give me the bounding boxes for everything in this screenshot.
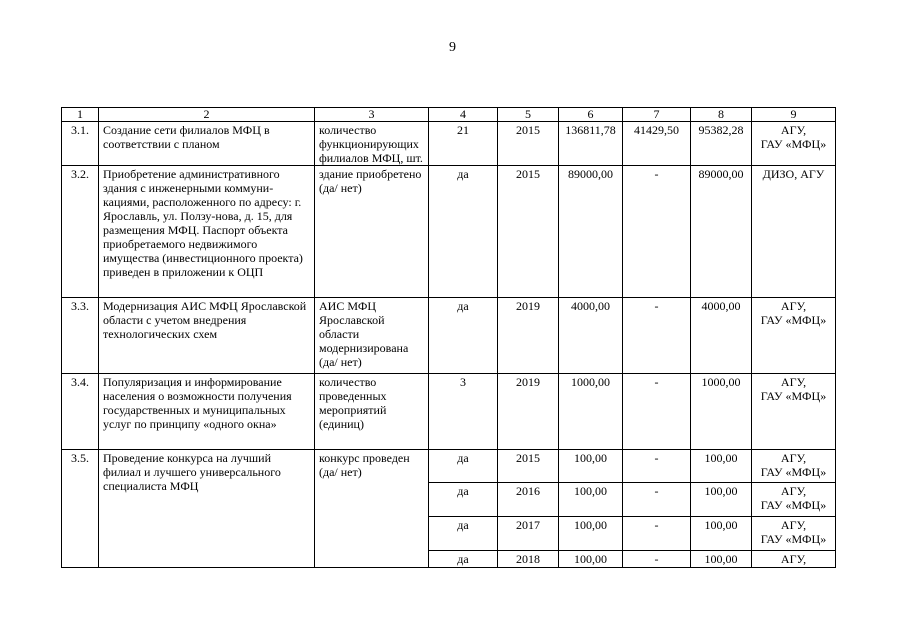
target-value: да [429, 483, 498, 517]
table-row [62, 450, 836, 483]
executor: АГУ, ГАУ «МФЦ» [752, 517, 836, 551]
amount-col7: 41429,50 [623, 122, 691, 166]
amount-col8: 95382,28 [691, 122, 752, 166]
year: 2018 [498, 551, 559, 568]
total-amount: 89000,00 [559, 166, 623, 298]
amount-col8: 4000,00 [691, 298, 752, 374]
executor: ДИЗО, АГУ [752, 166, 836, 298]
program-table [61, 107, 836, 568]
year: 2019 [498, 298, 559, 374]
executor: АГУ, ГАУ «МФЦ» [752, 298, 836, 374]
activity-name: Популяризация и информирование населения о возможности получения государственных и муниципальных услуг по принципу «одного окна» [99, 374, 315, 450]
year: 2015 [498, 122, 559, 166]
page-number: 9 [449, 40, 456, 55]
activity-name: Проведение конкурса на лучший филиал и лучшего универсального специалиста МФЦ [99, 450, 315, 568]
indicator: здание приобретено (да/ нет) [315, 166, 429, 298]
header-cell: 7 [623, 108, 691, 122]
amount-col8: 100,00 [691, 551, 752, 568]
amount-col7: - [623, 450, 691, 483]
table-row [62, 122, 836, 166]
target-value: да [429, 450, 498, 483]
header-cell: 4 [429, 108, 498, 122]
header-cell: 3 [315, 108, 429, 122]
header-cell: 9 [752, 108, 836, 122]
target-value: 3 [429, 374, 498, 450]
indicator: количество функционирующих филиалов МФЦ, шт. [315, 122, 429, 166]
total-amount: 100,00 [559, 450, 623, 483]
indicator: конкурс проведен (да/ нет) [315, 450, 429, 568]
row-number: 3.5. [62, 450, 99, 568]
executor: АГУ, ГАУ «МФЦ» [752, 122, 836, 166]
header-cell: 1 [62, 108, 99, 122]
executor: АГУ, ГАУ «МФЦ» [752, 450, 836, 483]
total-amount: 4000,00 [559, 298, 623, 374]
amount-col7: - [623, 166, 691, 298]
table-row [62, 374, 836, 450]
activity-name: Модернизация АИС МФЦ Ярославской области с учетом внедрения технологических схем [99, 298, 315, 374]
activity-name: Приобретение административного здания с инженерными коммуни-кациями, расположенного по адресу: г. Ярославль, ул. Ползу-нова, д. 15, для размещения МФЦ. Паспорт объекта приобретаемого недвижимого имущества (инвестиционного проекта) приведен в приложении к ОЦП [99, 166, 315, 298]
header-cell: 5 [498, 108, 559, 122]
total-amount: 100,00 [559, 551, 623, 568]
target-value: да [429, 517, 498, 551]
total-amount: 100,00 [559, 483, 623, 517]
executor: АГУ, [752, 551, 836, 568]
amount-col8: 100,00 [691, 483, 752, 517]
total-amount: 1000,00 [559, 374, 623, 450]
amount-col7: - [623, 298, 691, 374]
amount-col7: - [623, 483, 691, 517]
activity-name: Создание сети филиалов МФЦ в соответствии с планом [99, 122, 315, 166]
year: 2015 [498, 450, 559, 483]
target-value: 21 [429, 122, 498, 166]
total-amount: 100,00 [559, 517, 623, 551]
header-row [62, 108, 836, 122]
indicator: количество проведенных мероприятий (единиц) [315, 374, 429, 450]
row-number: 3.4. [62, 374, 99, 450]
amount-col8: 1000,00 [691, 374, 752, 450]
target-value: да [429, 298, 498, 374]
amount-col7: - [623, 374, 691, 450]
amount-col7: - [623, 517, 691, 551]
table-row [62, 166, 836, 298]
executor: АГУ, ГАУ «МФЦ» [752, 483, 836, 517]
header-cell: 8 [691, 108, 752, 122]
row-number: 3.2. [62, 166, 99, 298]
year: 2017 [498, 517, 559, 551]
table-row [62, 298, 836, 374]
amount-col8: 100,00 [691, 450, 752, 483]
amount-col8: 89000,00 [691, 166, 752, 298]
executor: АГУ, ГАУ «МФЦ» [752, 374, 836, 450]
row-number: 3.1. [62, 122, 99, 166]
total-amount: 136811,78 [559, 122, 623, 166]
target-value: да [429, 551, 498, 568]
header-cell: 6 [559, 108, 623, 122]
indicator: АИС МФЦ Ярославской области модернизирована (да/ нет) [315, 298, 429, 374]
amount-col7: - [623, 551, 691, 568]
year: 2019 [498, 374, 559, 450]
header-cell: 2 [99, 108, 315, 122]
year: 2015 [498, 166, 559, 298]
target-value: да [429, 166, 498, 298]
amount-col8: 100,00 [691, 517, 752, 551]
year: 2016 [498, 483, 559, 517]
row-number: 3.3. [62, 298, 99, 374]
